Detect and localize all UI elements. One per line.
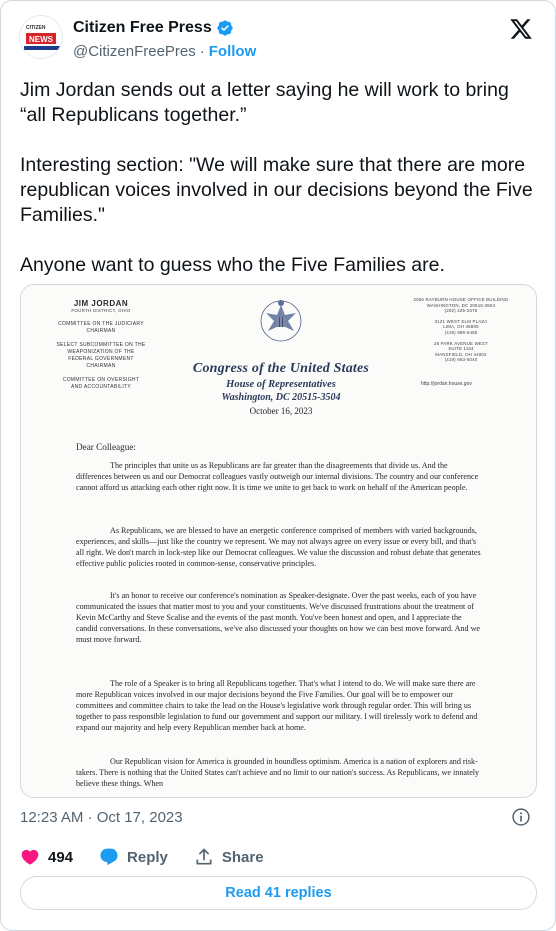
read-replies-button[interactable]: Read 41 replies: [20, 876, 537, 910]
share-label: Share: [221, 848, 264, 866]
office-line: LIMA, OH 45805: [443, 324, 479, 330]
citizen-free-press-logo: [20, 16, 63, 59]
letter-house: House of Representatives: [226, 379, 336, 390]
share-upload-icon: [194, 847, 214, 867]
office-line: WASHINGTON, DC 20515-3504: [426, 302, 496, 308]
letter-salutation: Dear Colleague:: [76, 442, 136, 452]
letter-district: FOURTH DISTRICT, OHIO: [71, 308, 131, 313]
letterhead-right: [401, 297, 521, 363]
letter-address: Washington, DC 20515-3504: [221, 392, 341, 403]
letter-date: October 16, 2023: [249, 406, 313, 416]
tweet-text: [20, 78, 540, 278]
heart-icon: [20, 847, 40, 867]
separator-dot: ·: [199, 43, 205, 60]
committee-line: COMMITTEE ON THE JUDICIARY: [58, 321, 144, 327]
letter-paragraph: It's an honor to receive our conference's nomination as Speaker-designate. Over the past weeks, each of you have communicated the issues that matter most to you and your constituents. We've discussed frustrations about the treatment of Kevin McCarthy and Steve Scalise and the events of the past month. You've been honest and open, and I appreciate the candid conversations. In these conversations, we've also discussed your thoughts on how we can best move forward. And we must move forward.: [76, 591, 481, 645]
verified-badge-icon: [216, 19, 234, 37]
like-count: 494: [48, 848, 74, 866]
committee-line: COMMITTEE ON OVERSIGHT: [62, 377, 140, 383]
reply-label: Reply: [127, 848, 168, 866]
letterhead-left: [41, 299, 161, 391]
share-button[interactable]: [194, 847, 264, 867]
letter-congress-title: Congress of the United States: [192, 361, 370, 376]
letter-paragraph: The principles that unite us as Republicans are far greater than the disagreements that divide us. And the differences between us and our Democrat colleagues vastly outweigh our internal divisions. The country and our conference cannot afford us attacking each other right now. It is time we unite to get back to work on behalf of the American people.: [76, 461, 479, 493]
letterhead-center: [161, 361, 401, 416]
letter-paragraph: The role of a Speaker is to bring all Republicans together. That's what I intend to do. We will make sure there are more Republican voices involved in our major decisions beyond the Five Families. Our goal will be to empower our committees and committee chairs to take the lead on the House's legislative work through regular order. This will bring us together to pass responsible legislation to fund our government and support our military. I will tirelessly work to defend and expand our majority and help every Republican member back at home.: [76, 679, 478, 733]
committee-line: FEDERAL GOVERNMENT: [68, 356, 134, 362]
tweet-paragraph: Jim Jordan sends out a letter saying he will work to bring “all Republicans together.”: [20, 79, 509, 126]
office-line: (419) 999-6455: [444, 329, 478, 335]
tweet-paragraph: Anyone want to guess who the Five Families are.: [20, 254, 445, 276]
office-line: 28 PARK AVENUE WEST: [433, 340, 489, 346]
svg-text:CITIZEN: CITIZEN: [26, 25, 46, 31]
info-icon[interactable]: [511, 807, 531, 827]
committee-line: CHAIRMAN: [86, 363, 116, 369]
letter-paragraph: Our Republican vision for America is grounded in boundless optimism. America is a nation of explorers and risk-takers. There is nothing that the United States can't achieve and no limit to our nation's success. As Republicans, we innately believe these things. When: [76, 757, 480, 789]
office-line: 2056 RAYBURN HOUSE OFFICE BUILDING: [413, 297, 509, 302]
house-seal-icon: [258, 295, 304, 343]
letter-document: [21, 285, 536, 797]
tweet-paragraph: Interesting section: "We will make sure that there are more republican voices involved in our decisions beyond the Five Families.": [20, 154, 533, 226]
reply-bubble-icon: [99, 847, 119, 867]
committee-line: AND ACCOUNTABILITY: [70, 384, 132, 390]
attached-letter-image[interactable]: [20, 284, 537, 798]
office-line: (419) 663-6040: [444, 357, 478, 363]
letter-sender-name: JIM JORDAN: [73, 299, 129, 308]
author-name-row: [73, 19, 234, 37]
tweet-timestamp[interactable]: 12:23 AM · Oct 17, 2023: [20, 809, 183, 826]
follow-button[interactable]: Follow: [208, 43, 257, 60]
author-handle-row: [73, 43, 256, 60]
letter-committee: [41, 321, 161, 335]
like-button[interactable]: [20, 847, 73, 867]
office-line: (202) 225-2676: [444, 308, 478, 314]
letter-committee: [41, 377, 161, 391]
committee-line: CHAIRMAN: [86, 328, 116, 334]
tweet-actions: [20, 847, 290, 867]
x-logo-icon[interactable]: [509, 17, 533, 41]
office-line: MANSFIELD, OH 44902: [435, 351, 487, 357]
author-name[interactable]: Citizen Free Press: [73, 19, 212, 36]
author-avatar[interactable]: [19, 15, 63, 59]
committee-line: SELECT SUBCOMMITTEE ON THE: [56, 342, 146, 348]
office-line: 3121 WEST ELM PLAZA: [434, 318, 488, 324]
committee-line: WEAPONIZATION OF THE: [67, 349, 135, 355]
letter-committee: [41, 342, 161, 370]
author-handle[interactable]: @CitizenFreePres: [73, 43, 196, 60]
office-line: SUITE 1104: [448, 346, 474, 352]
letter-website: http://jordan.house.gov: [421, 381, 472, 387]
reply-button[interactable]: [99, 847, 168, 867]
letter-paragraph: As Republicans, we are blessed to have an energetic conference comprised of members with varied backgrounds, experiences, and skills—just like the country we represent. We may not always agree on every issue or every bill, and that's all right. We don't march in lock-step like our Democrat colleagues. We value the discussion and robust debate that generates effective public policies rooted in common-sense, conservative principles.: [76, 526, 481, 569]
svg-text:NEWS: NEWS: [29, 35, 53, 44]
